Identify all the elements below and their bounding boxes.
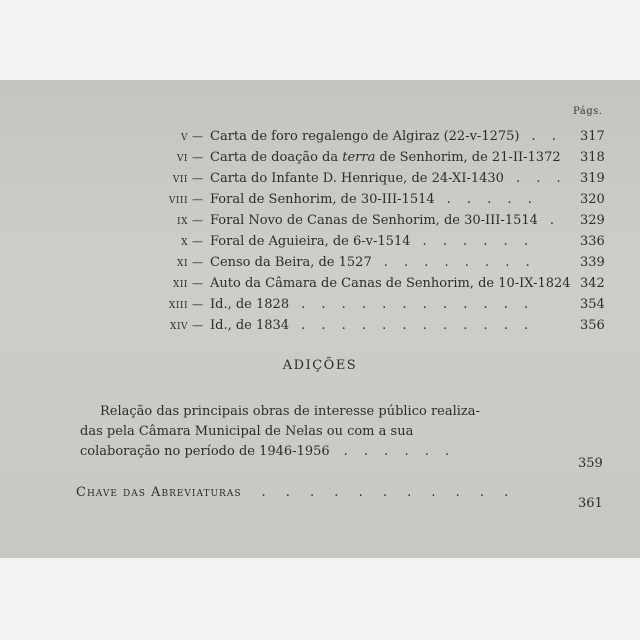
toc-page-number: 354 — [580, 297, 605, 312]
roman-numeral: xiv — [170, 318, 188, 333]
leader-dots: . . . . . . — [343, 444, 456, 459]
toc-page-number: 317 — [580, 129, 605, 144]
toc-row — [70, 211, 610, 231]
dash-separator: — — [192, 298, 203, 311]
toc-row — [70, 232, 610, 252]
roman-numeral: xii — [172, 276, 188, 291]
toc-page-number: 318 — [580, 150, 605, 165]
dash-separator: — — [192, 256, 203, 269]
adicoes-line-3: colaboração no período de 1946-1956 . . . . . . — [80, 444, 456, 459]
toc-title: Foral de Senhorim, de 30-III-1514 . . . . . — [210, 192, 538, 207]
leader-dots: . — [549, 213, 561, 228]
adicoes-line-1: Relação das principais obras de interesse público realiza- — [100, 404, 480, 419]
roman-numeral: x — [181, 234, 188, 249]
toc-title: Foral Novo de Canas de Senhorim, de 30-III-1514 . — [210, 213, 561, 228]
roman-numeral: vi — [176, 150, 188, 165]
toc-page-number: 329 — [580, 213, 605, 228]
dash-separator: — — [192, 151, 203, 164]
leader-dots: . . . — [515, 171, 567, 186]
adicoes-entry — [80, 402, 550, 462]
chave-label: Chave das Abreviaturas — [76, 485, 242, 500]
dash-separator: — — [192, 193, 203, 206]
toc-page-number: 342 — [580, 276, 605, 291]
toc-row — [70, 190, 610, 210]
toc-row — [70, 169, 610, 189]
toc-title: Carta do Infante D. Henrique, de 24-XI-1430 . . . — [210, 171, 567, 186]
adicoes-heading: ADIÇÕES — [282, 358, 358, 373]
dash-separator: — — [192, 214, 203, 227]
dash-separator: — — [192, 172, 203, 185]
leader-dots: . . . . . . . . . . . — [261, 485, 517, 500]
dash-separator: — — [192, 130, 203, 143]
toc-row — [70, 274, 610, 294]
leader-dots: . . . . . — [446, 192, 538, 207]
leader-dots: . . — [531, 129, 562, 144]
dash-separator: — — [192, 277, 203, 290]
toc-title: Carta de foro regalengo de Algiraz (22-v-1275) . . — [210, 129, 562, 144]
leader-dots: . . . . . . — [422, 234, 534, 249]
toc-row — [70, 253, 610, 273]
adicoes-page-number: 359 — [578, 456, 603, 471]
toc-page-number: 339 — [580, 255, 605, 270]
chave-page-number: 361 — [578, 496, 603, 511]
toc-row — [70, 127, 610, 147]
toc-row — [70, 316, 610, 336]
roman-numeral: xi — [177, 255, 188, 270]
toc-title: Carta de doação da terra de Senhorim, de 21-II-1372 — [210, 150, 561, 165]
toc-title: Foral de Aguieira, de 6-v-1514 . . . . . . — [210, 234, 534, 249]
adicoes-line-2: das pela Câmara Municipal de Nelas ou com a sua — [80, 424, 414, 439]
dash-separator: — — [192, 319, 203, 332]
dash-separator: — — [192, 235, 203, 248]
roman-numeral: v — [181, 129, 188, 144]
toc-row — [70, 148, 610, 168]
toc-title: Auto da Câmara de Canas de Senhorim, de 10-IX-1824 — [210, 276, 571, 291]
book-page — [0, 80, 640, 558]
toc-page-number: 336 — [580, 234, 605, 249]
toc-title-emphasis: terra — [342, 150, 376, 165]
toc-title: Censo da Beira, de 1527 . . . . . . . . — [210, 255, 536, 270]
toc-page-number: 319 — [580, 171, 605, 186]
toc-page-number: 320 — [580, 192, 605, 207]
leader-dots: . . . . . . . . . . . . — [301, 318, 535, 333]
toc-row — [70, 295, 610, 315]
roman-numeral: viii — [168, 192, 188, 207]
leader-dots: . . . . . . . . — [383, 255, 536, 270]
roman-numeral: xiii — [168, 297, 188, 312]
leader-dots: . . . . . . . . . . . . — [301, 297, 535, 312]
roman-numeral: vii — [172, 171, 188, 186]
roman-numeral: ix — [177, 213, 188, 228]
toc-title: Id., de 1834 . . . . . . . . . . . . — [210, 318, 535, 333]
pages-column-label: Págs. — [573, 106, 603, 117]
toc-page-number: 356 — [580, 318, 605, 333]
chave-entry — [76, 485, 516, 500]
toc-title: Id., de 1828 . . . . . . . . . . . . — [210, 297, 535, 312]
